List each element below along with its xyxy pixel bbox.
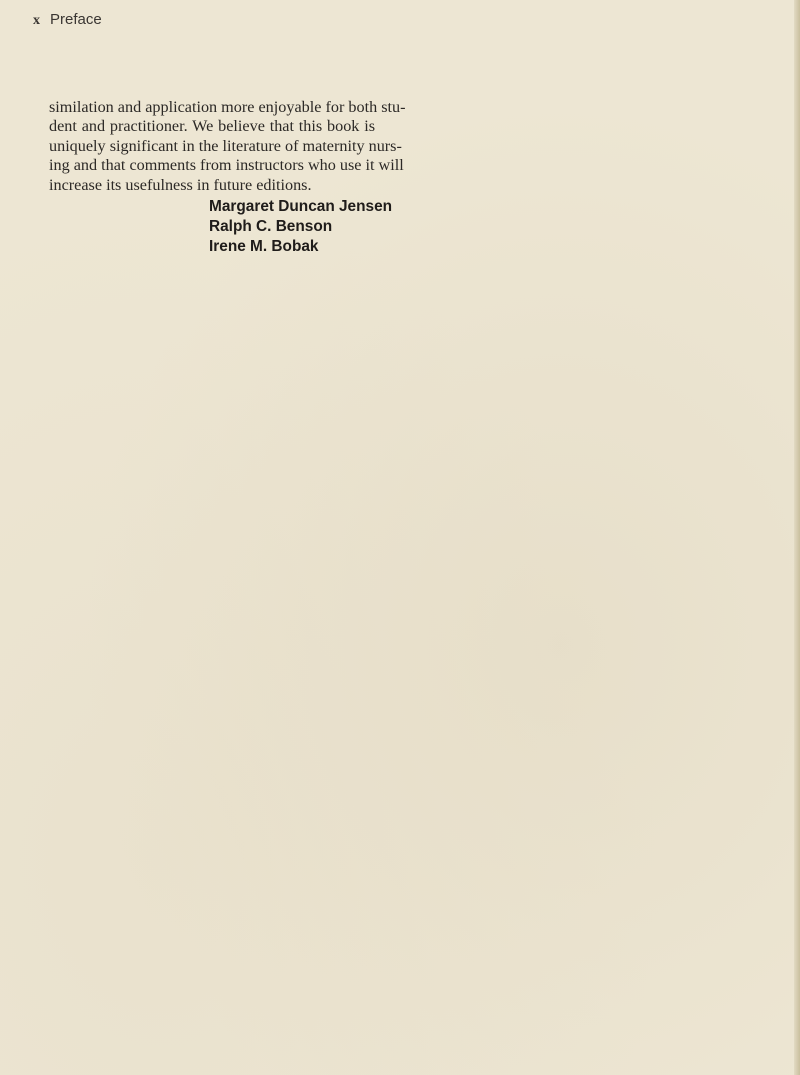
preface-paragraph: [49, 98, 406, 195]
page-edge: [794, 0, 800, 1075]
running-head: [33, 11, 102, 29]
paragraph-line: increase its usefulness in future editions.: [49, 175, 312, 194]
section-title: Preface: [50, 11, 102, 28]
author-name: Ralph C. Benson: [209, 218, 333, 235]
paragraph-line: ing and that comments from instructors who use it will: [49, 156, 404, 175]
paragraph-line: similation and application more enjoyable for both stu-: [49, 98, 406, 116]
paragraph-line: dent and practitioner. We believe that this book is: [49, 117, 375, 136]
author-name: Irene M. Bobak: [209, 238, 319, 255]
author-signatures: [209, 197, 392, 257]
page-number: x: [33, 13, 40, 28]
paragraph-line: uniquely significant in the literature of maternity nurs-: [49, 136, 402, 155]
author-name: Margaret Duncan Jensen: [209, 198, 393, 215]
